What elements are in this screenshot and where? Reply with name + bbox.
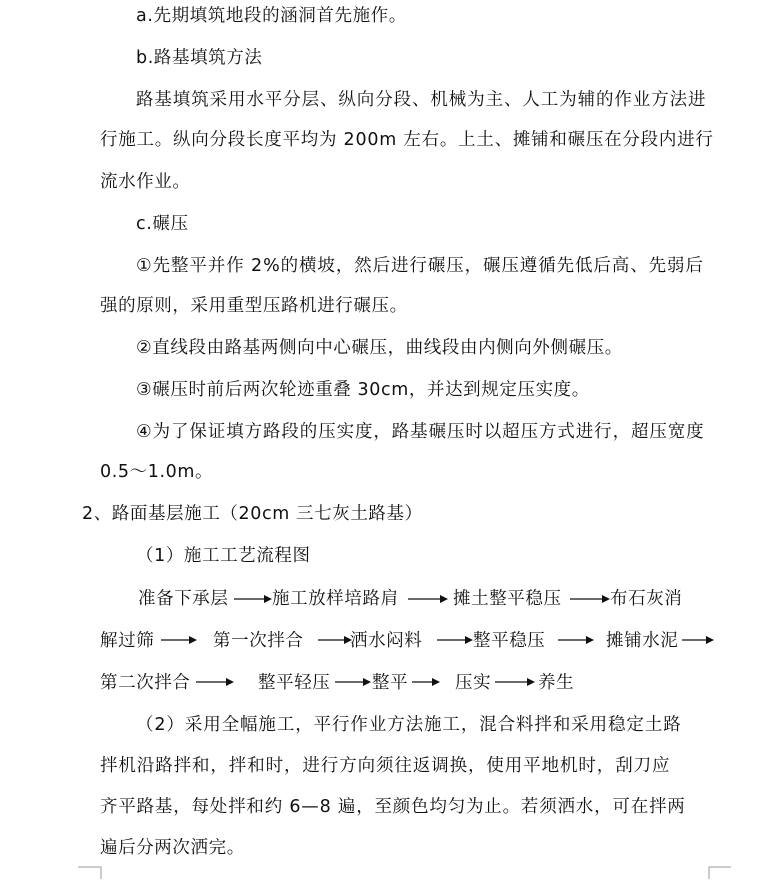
text-line: 齐平路基，每处拌和约 6—8 遍，至颜色均匀为止。若须洒水，可在拌两 bbox=[100, 797, 686, 817]
text-line: 拌机沿路拌和，拌和时，进行方向须往返调换，使用平地机时，刮刀应 bbox=[100, 756, 671, 776]
text-line: ①先整平并作 2%的横坡，然后进行碾压，碾压遵循先低后高、先弱后 bbox=[136, 256, 704, 276]
text-line: ③碾压时前后两次轮迹重叠 30cm，并达到规定压实度。 bbox=[136, 380, 590, 400]
flow-arrow-icon bbox=[161, 633, 197, 647]
flow-step: 摊土整平稳压 bbox=[453, 589, 562, 609]
flow-arrow-icon bbox=[570, 592, 610, 606]
flow-arrow-icon bbox=[318, 633, 352, 647]
text-line: 强的原则，采用重型压路机进行碾压。 bbox=[100, 296, 408, 316]
margin-corner-mark-left bbox=[78, 864, 102, 883]
text-line: 0.5～1.0m。 bbox=[100, 462, 214, 482]
text-line: ②直线段由路基两侧向中心碾压，曲线段由内侧向外侧碾压。 bbox=[136, 338, 623, 358]
flow-step: 养生 bbox=[538, 673, 575, 693]
text-line: 遍后分两次洒完。 bbox=[100, 838, 245, 858]
subsection-heading: （1）施工工艺流程图 bbox=[136, 546, 311, 566]
flow-step: 整平 bbox=[372, 673, 409, 693]
text-line: （2）采用全幅施工，平行作业方法施工，混合料拌和采用稳定土路 bbox=[136, 715, 682, 735]
flow-step: 整平稳压 bbox=[473, 631, 546, 651]
flow-arrow-icon bbox=[412, 675, 440, 689]
flow-step: 摊铺水泥 bbox=[606, 631, 679, 651]
flow-arrow-icon bbox=[196, 675, 234, 689]
flow-step: 压实 bbox=[455, 673, 492, 693]
section-heading: 2、路面基层施工（20cm 三七灰土路基） bbox=[82, 504, 423, 524]
section-heading: c.碾压 bbox=[136, 214, 189, 234]
text-line: a.先期填筑地段的涵洞首先施作。 bbox=[136, 6, 407, 26]
flow-step: 第一次拌合 bbox=[213, 631, 304, 651]
flow-arrow-icon bbox=[495, 675, 535, 689]
flow-arrow-icon bbox=[558, 633, 594, 647]
text-line: 行施工。纵向分段长度平均为 200m 左右。上土、摊铺和碾压在分段内进行 bbox=[100, 130, 714, 150]
text-line: ④为了保证填方路段的压实度，路基碾压时以超压方式进行，超压宽度 bbox=[136, 422, 705, 442]
flow-step: 施工放样培路肩 bbox=[272, 589, 399, 609]
flow-arrow-icon bbox=[408, 592, 448, 606]
flow-step: 洒水闷料 bbox=[350, 631, 423, 651]
text-line: 流水作业。 bbox=[100, 172, 191, 192]
flow-arrow-icon bbox=[437, 633, 473, 647]
margin-corner-mark-right bbox=[708, 864, 732, 883]
flow-step: 解过筛 bbox=[100, 631, 155, 651]
flow-step: 第二次拌合 bbox=[100, 673, 191, 693]
flow-arrow-icon bbox=[682, 633, 714, 647]
flow-arrow-icon bbox=[234, 592, 272, 606]
section-heading: b.路基填筑方法 bbox=[136, 48, 263, 68]
flow-step: 准备下承层 bbox=[138, 589, 229, 609]
flow-step: 布石灰消 bbox=[610, 589, 683, 609]
flow-step: 整平轻压 bbox=[258, 673, 331, 693]
flow-arrow-icon bbox=[335, 675, 371, 689]
text-line: 路基填筑采用水平分层、纵向分段、机械为主、人工为辅的作业方法进 bbox=[136, 90, 707, 110]
